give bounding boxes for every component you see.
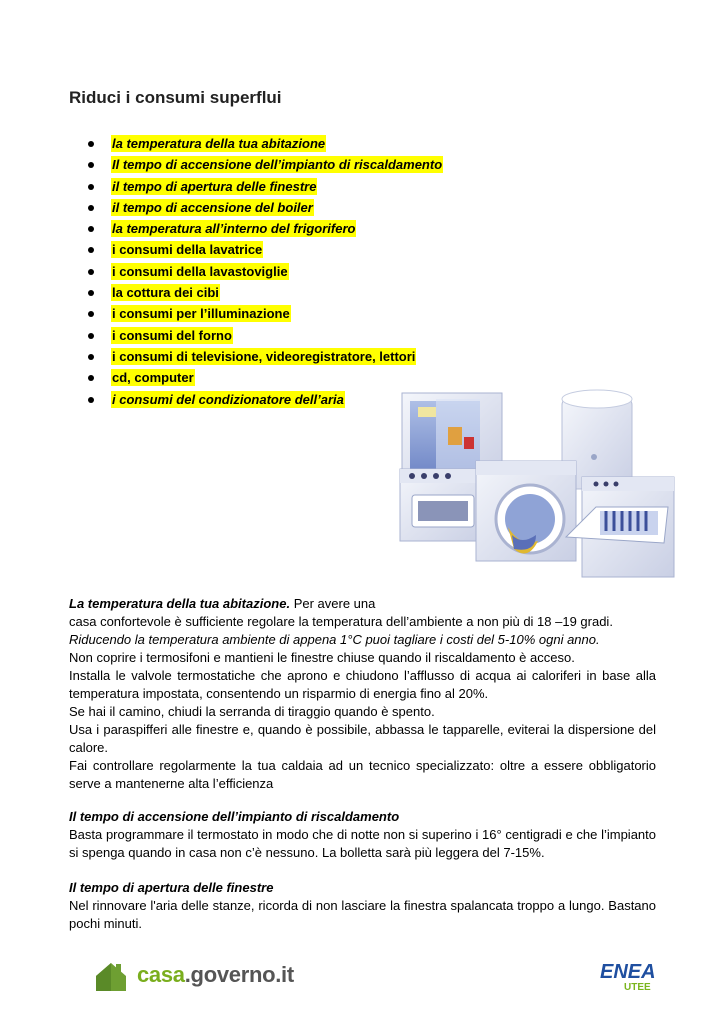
section-windows-heading: Il tempo di apertura delle finestre [69, 880, 274, 895]
governo-logo-text: .governo.it [184, 962, 294, 987]
enea-sub-text: UTEE [624, 982, 651, 992]
bullet-item [88, 154, 443, 175]
bullet-text: i consumi del condizionatore dell’aria [112, 391, 344, 407]
oven-icon [400, 469, 488, 541]
bullet-dot-icon [88, 141, 94, 147]
bullet-dot-icon [88, 247, 94, 253]
section-temperature-heading: La temperatura della tua abitazione. [69, 596, 291, 611]
bullet-dot-icon [88, 333, 94, 339]
section-temperature-lead: Per avere una [293, 596, 376, 611]
bullet-item [88, 261, 443, 282]
bullet-item [88, 133, 443, 154]
bullet-text: il tempo di accensione del boiler [112, 199, 313, 215]
bullet-dot-icon [88, 375, 94, 381]
bullet-item [88, 239, 443, 260]
bullet-item [88, 282, 443, 303]
page-title: Riduci i consumi superflui [69, 88, 282, 107]
bullet-dot-icon [88, 311, 94, 317]
casa-governo-logo [137, 962, 294, 988]
casa-logo-text: casa [137, 962, 185, 987]
bullet-item [88, 176, 443, 197]
section-temperature-paragraph: Non coprire i termosifoni e mantieni le finestre chiuse quando il riscaldamento è acceso. [69, 650, 575, 665]
section-windows [69, 879, 656, 933]
bullet-text: i consumi di televisione, videoregistratore, lettori [112, 348, 416, 364]
bullet-text: i consumi per l’illuminazione [112, 306, 290, 322]
bullet-dot-icon [88, 184, 94, 190]
bullet-item [88, 389, 443, 410]
bullet-text: la temperatura della tua abitazione [112, 136, 326, 151]
enea-logo-text: ENEA [600, 961, 656, 983]
section-heating-text: Basta programmare il termostato in modo che di notte non si superino i 16° centigradi e che l’impianto si spenga quando in casa non c’è nessuno. La bolletta sarà più leggera del 7-15%. [69, 827, 656, 860]
bullet-dot-icon [88, 269, 94, 275]
bullet-text: i consumi della lavatrice [112, 242, 263, 258]
section-heating-heading: Il tempo di accensione dell’impianto di riscaldamento [69, 809, 400, 824]
bullet-text: i consumi del forno [112, 327, 232, 343]
appliances-illustration [396, 377, 680, 587]
bullet-text: cd, computer [112, 370, 194, 386]
section-temperature-line: casa confortevole è sufficiente regolare la temperatura dell’ambiente a non più di 18 –19 gradi. [69, 614, 613, 629]
bullet-dot-icon [88, 226, 94, 232]
bullet-item [88, 218, 443, 239]
section-temperature [69, 595, 656, 793]
bullet-text: Il tempo di accensione dell’impianto di riscaldamento [112, 157, 443, 173]
bullet-text: i consumi della lavastoviglie [112, 263, 288, 279]
section-temperature-paragraph: Se hai il camino, chiudi la serranda di tiraggio quando è spento. [69, 704, 435, 719]
bullet-item [88, 325, 443, 346]
tips-bullet-list [88, 133, 443, 410]
bullet-item [88, 197, 443, 218]
bullet-item [88, 367, 443, 388]
section-temperature-paragraph: Installa le valvole termostatiche che aprono e chiudono l’afflusso di acqua ai caloriferi in base alla temperatura impostata, consentendo un risparmio di energia fino al 20%. [69, 668, 656, 701]
section-temperature-savings: Riducendo la temperatura ambiente di appena 1°C puoi tagliare i costi del 5-10% ogni anno. [69, 632, 600, 647]
bullet-text: il tempo di apertura delle finestre [112, 178, 317, 194]
section-temperature-paragraph: Usa i paraspifferi alle finestre e, quando è possibile, abbassa le tapparelle, eviterai la dispersione del calore. [69, 722, 656, 755]
section-heating [69, 808, 656, 862]
section-temperature-paragraph: Fai controllare regolarmente la tua caldaia ad un tecnico specializzato: oltre a essere obbligatorio serve a mantenerne alta l’efficienza [69, 758, 656, 791]
house-logo-icon [93, 960, 129, 994]
bullet-dot-icon [88, 290, 94, 296]
washing-machine-icon [476, 461, 576, 561]
bullet-item [88, 303, 443, 324]
bullet-text: la cottura dei cibi [112, 285, 219, 301]
bullet-item [88, 346, 443, 367]
enea-logo [600, 960, 656, 992]
bullet-dot-icon [88, 397, 94, 403]
bullet-text: la temperatura all’interno del frigorifero [112, 221, 356, 237]
bullet-dot-icon [88, 354, 94, 360]
section-windows-text: Nel rinnovare l'aria delle stanze, ricorda di non lasciare la finestra spalancata troppo a lungo. Bastano pochi minuti. [69, 898, 656, 931]
bullet-dot-icon [88, 162, 94, 168]
dishwasher-icon [566, 477, 674, 577]
bullet-dot-icon [88, 205, 94, 211]
